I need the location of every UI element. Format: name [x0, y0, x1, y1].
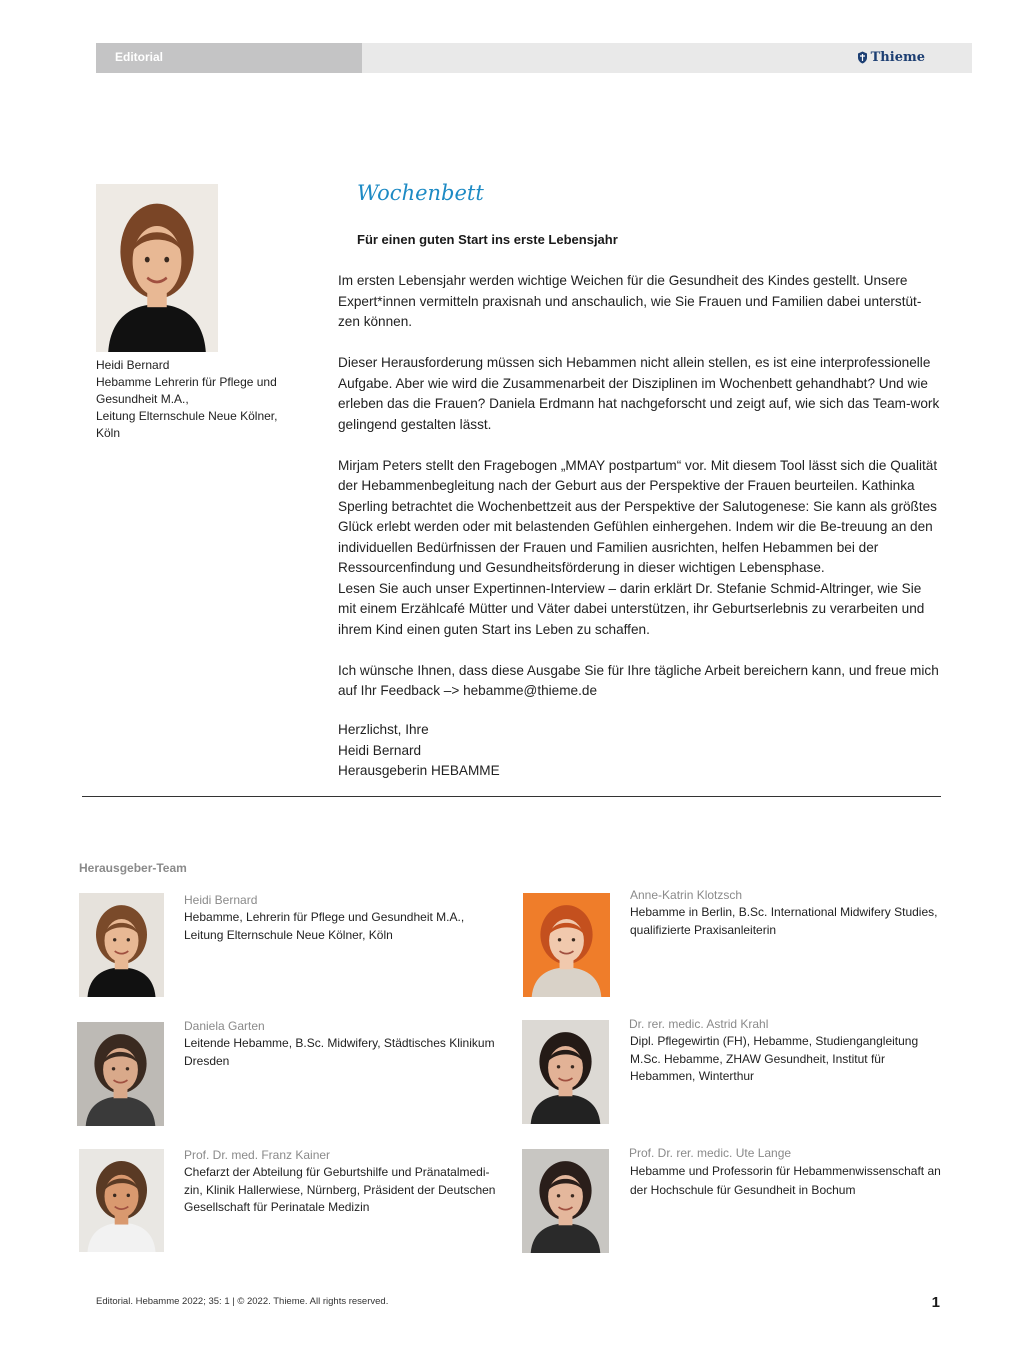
member-description: Hebamme und Professorin für Hebammenwissenschaft an der Hochschule für Gesundheit in Bochum [630, 1164, 941, 1197]
member-name: Prof. Dr. rer. medic. Ute Lange [629, 1146, 792, 1160]
article-paragraph: Im ersten Lebensjahr werden wichtige Weichen für die Gesundheit des Kindes gestellt. Unsere Expert*innen vermitteln praxisnah und anschaulich, wie Sie Frauen und Familien dabei unterstüt-zen können. [338, 273, 922, 329]
section-label-text: Editorial [115, 50, 164, 64]
article-subtitle: Für einen guten Start ins erste Lebensjahr [357, 232, 618, 247]
author-caption: Heidi Bernard Hebamme Lehrerin für Pflege und Gesundheit M.A., Leitung Elternschule Neue Kölner, Köln [96, 358, 278, 440]
publisher-logo [857, 50, 925, 65]
member-name: Daniela Garten [184, 1019, 265, 1033]
article-paragraph: Dieser Herausforderung müssen sich Hebammen nicht allein stellen, es ist eine interprofessionelle Aufgabe. Aber wie wird die Zusammenarbeit der Disziplinen im Wochenbett gehandhabt? Und wie erleben das die Frauen? Daniela Erdmann hat nachgeforscht und zeigt auf, wie sich das Team-work gelingend gestalten lässt. [338, 355, 940, 432]
team-heading: Herausgeber-Team [79, 861, 187, 875]
member-name: Prof. Dr. med. Franz Kainer [184, 1148, 331, 1162]
member-description: Hebamme, Lehrerin für Pflege und Gesundheit M.A., Leitung Elternschule Neue Kölner, Köln [184, 910, 465, 942]
publisher-name: Thieme [870, 50, 925, 65]
article-signature: Herzlichst, Ihre Heidi Bernard Herausgeberin HEBAMME [338, 722, 500, 778]
member-photo [77, 1022, 164, 1126]
member-photo [523, 893, 610, 997]
divider [82, 796, 941, 797]
member-name: Heidi Bernard [184, 893, 258, 907]
member-description: Hebamme in Berlin, B.Sc. International Midwifery Studies, qualifizierte Praxisanleiterin [630, 905, 938, 937]
article-paragraph: Mirjam Peters stellt den Fragebogen „MMAY postpartum“ vor. Mit diesem Tool lässt sich die Qualität der Hebammenbegleitung nach der Geburt aus der Perspektive der Frauen beurteilen. Kathinka Sperling betrachtet die Wochenbettzeit aus der Perspektive der Salutogenese: Sie kann als größtes Glück erlebt werden oder mit belastenden Gefühlen einhergehen. Indem wir die Be-treuung an den individuellen Bedürfnissen der Frauen und Familien ausrichten, helfen Hebammen bei der Ressourcenfindung und Gesundheitsförderung in dieser wichtigen Lebensphase. Lesen Sie auch unser Expertinnen-Interview – darin erklärt Dr. Stefanie Schmid-Altringer, wie Sie mit einem Erzählcafé Mütter und Väter dabei unterstützen, ihr Geburtserlebnis zu verarbeiten und ihrem Kind einen guten Start ins Leben zu schaffen. [338, 457, 938, 637]
member-name: Dr. rer. medic. Astrid Krahl [629, 1017, 769, 1031]
article-body [338, 271, 943, 722]
member-description: Dipl. Pflegewirtin (FH), Hebamme, Studiengangleitung M.Sc. Hebamme, ZHAW Gesundheit, Institut für Hebammen, Winterthur [630, 1034, 919, 1083]
member-photo [79, 893, 164, 997]
article-title: Wochenbett [357, 181, 484, 205]
member-photo [522, 1149, 609, 1253]
member-description: Leitende Hebamme, B.Sc. Midwifery, Städtisches Klinikum Dresden [184, 1036, 495, 1068]
header-bar [96, 43, 972, 73]
member-description: Chefarzt der Abteilung für Geburtshilfe und Pränatalmedi- zin, Klinik Hallerwiese, Nürnberg, Präsident der Deutschen Gesellschaft für Perinatale Medizin [184, 1165, 496, 1214]
page-number: 1 [931, 1294, 940, 1311]
footer-citation: Editorial. Hebamme 2022; 35: 1 | © 2022. Thieme. All rights reserved. [96, 1296, 389, 1307]
member-photo [522, 1020, 609, 1124]
member-photo [79, 1149, 164, 1252]
thieme-emblem-icon [857, 51, 868, 64]
section-label [96, 43, 362, 73]
article-paragraph: Ich wünsche Ihnen, dass diese Ausgabe Sie für Ihre tägliche Arbeit bereichern kann, und freue mich auf Ihr Feedback –> hebamme@thieme.de [338, 662, 939, 698]
author-photo [96, 184, 218, 352]
member-name: Anne-Katrin Klotzsch [630, 888, 743, 902]
